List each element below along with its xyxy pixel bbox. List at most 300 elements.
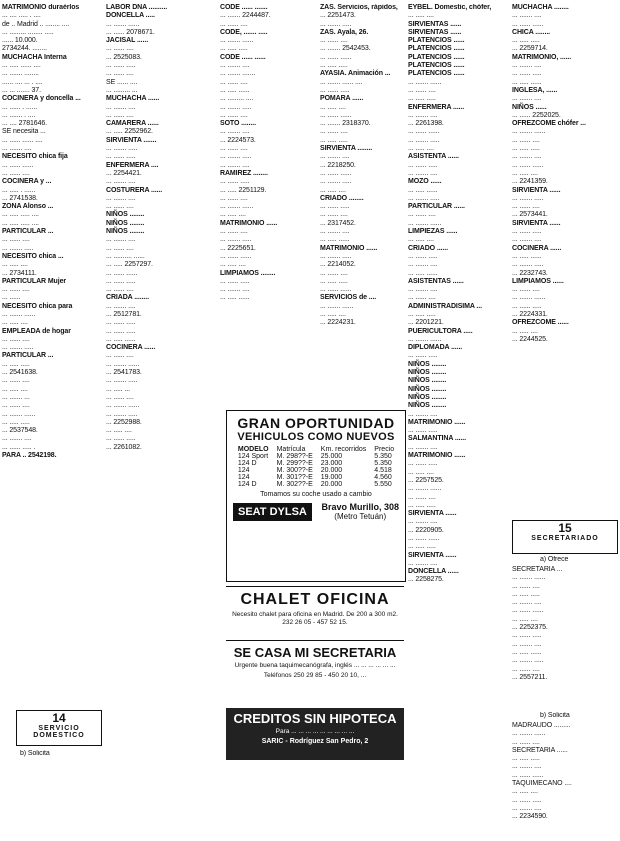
classified-line: SE ...... .... (106, 78, 138, 86)
classified-line: ... 2232743. (512, 269, 548, 277)
classified-line: MUCHACHA ........ (512, 4, 569, 11)
classified-line: ... ....... ...... (220, 203, 254, 211)
classified-line: ... ...... .... (2, 377, 30, 385)
classified-line: ENFERMERA .... (106, 161, 159, 169)
classified-line: PLATENCIOS ...... (408, 45, 465, 53)
classified-line: ... 2734111. (2, 269, 37, 277)
classified-line: ... ...... ...... .... (2, 136, 43, 144)
classified-line: CODE ...... ....... (220, 4, 268, 11)
car-table (234, 446, 398, 488)
classified-line: MATRIMONIO ...... (320, 244, 378, 252)
classified-line: LIMPIAMOS ...... (512, 277, 564, 285)
classified-line: JACISAL ...... (106, 37, 149, 45)
classified-line: PLATENCIOS ...... (408, 53, 465, 61)
classified-line: ... ...... ..... (220, 178, 250, 186)
section-14-sub (20, 750, 100, 758)
classified-column-5 (408, 4, 508, 840)
section-15-header (512, 520, 618, 554)
table-cell: M. 298??-E (276, 453, 313, 460)
classified-line: COCINERA ...... (512, 244, 562, 252)
classified-line: ... 2541638. (2, 369, 38, 377)
classified-line: ... ..... ...... (220, 294, 250, 302)
classified-line: ... ...... .... (2, 286, 30, 294)
classified-line: ... ..... .... (512, 169, 538, 177)
classified-line: CODE ...... ...... (220, 53, 266, 61)
classified-line: ZONA Alonso ... (2, 203, 54, 211)
classified-column-6 (512, 4, 618, 519)
classified-line: ... ...... .... (408, 294, 436, 302)
classified-line: ... ...... .... (220, 194, 248, 202)
classified-line: ... .... ..... . .... (2, 12, 41, 20)
classified-line: ... 2261398. (408, 120, 444, 128)
classified-line: ... ..... ..... (220, 45, 248, 53)
classified-line: ... ....... ..... (220, 236, 252, 244)
classified-line: 2734244. ........ (2, 45, 47, 53)
table-row (234, 460, 398, 467)
classified-line: ... ....... .... (512, 12, 542, 20)
classified-line: ... ....... .... (408, 286, 438, 294)
classified-line: ... 2254421. (106, 169, 142, 177)
classified-line: PARTICULAR ... (2, 352, 54, 360)
classified-line: NIÑOS ........ (106, 228, 145, 236)
classified-line: ... ....... ...... (106, 402, 140, 410)
classified-line: SIRVIENTA ....... (106, 136, 157, 144)
classified-line: ... ....... 2318370. (320, 120, 371, 128)
classified-line: ... ..... 2257297. (106, 261, 153, 269)
classified-line: ... ....... ..... (106, 410, 138, 418)
classified-line: ... ..... .... (408, 236, 434, 244)
classified-line: ... ...... ..... . (2, 443, 36, 451)
classified-line: ... ..... .... (408, 12, 434, 20)
table-cell: 25.000 (320, 453, 343, 460)
classified-line: SALMANTINA ...... (408, 435, 466, 443)
subsection-label: b) Solicita (20, 750, 50, 757)
classified-line: ... ....... ..... (220, 153, 252, 161)
classified-line: ... ..... ..... (320, 62, 348, 70)
classified-line: ... ....... .... (408, 443, 438, 451)
col-header: Matrícula (276, 446, 306, 453)
classified-line: ... ....... ....... (220, 70, 256, 78)
table-cell: 23.000 (320, 460, 343, 467)
classified-line: ... ...... ...... (408, 128, 440, 136)
classified-line: ... ...... .... (320, 37, 348, 45)
classified-line: ... ...... ..... (320, 203, 350, 211)
classified-line: RAMIREZ ........ (220, 169, 268, 177)
classified-line: ... ...... .... (106, 45, 134, 53)
classified-line: ... ....... ..... (220, 103, 252, 111)
classified-line: EMPLEADA de hogar (2, 327, 71, 335)
classified-line: ... ....... ..... (2, 344, 34, 352)
col-header: Precio (374, 446, 395, 453)
table-cell: 124 D (237, 460, 257, 467)
classified-line: ... ....... ... (2, 393, 30, 401)
classified-line: ... ...... ...... (512, 161, 544, 169)
classified-line: ... ...... .... (320, 128, 348, 136)
classified-line: ... ...... ...... (320, 111, 352, 119)
classified-line: ... ....... .... (106, 178, 136, 186)
classified-line: ... ....... .... (2, 145, 32, 153)
classified-line: ... ...... (2, 294, 21, 302)
classified-line: ... 2525083. (106, 53, 142, 61)
classified-line: ... ...... ..... (320, 86, 350, 94)
classified-line: ... ...... ..... (106, 153, 136, 161)
section-14-header (16, 710, 102, 746)
classified-line: CRIADO ...... (408, 244, 448, 252)
classified-line: ... ....... ...... .... (320, 78, 363, 86)
classified-line: SIRVIENTA ...... (408, 510, 457, 518)
classified-line: NIÑOS ........ (106, 211, 145, 219)
classified-column-1-bottom (2, 760, 102, 840)
classified-line: ... ......... ... (106, 86, 138, 94)
classified-line: ... ..... . ...... (2, 186, 36, 194)
classified-line: ... ..... ..... (408, 310, 436, 318)
table-row (234, 481, 398, 488)
classified-line: SIRVIENTA ...... (408, 551, 457, 559)
classified-line: ... ..... ..... (320, 277, 348, 285)
classified-line: COCINERA y doncella ... (2, 95, 81, 103)
classified-line: ... ....... .... (408, 559, 438, 567)
classified-line: ... ....... ...... (408, 485, 442, 493)
classified-line: ... ..... ..... (512, 145, 540, 153)
ad-headline: CHALET OFICINA (240, 591, 390, 608)
classified-line: ... ...... .... (2, 335, 30, 343)
classified-line: ... ..... .... (220, 211, 246, 219)
table-cell: 20.000 (320, 467, 343, 474)
classified-line: SIRVIENTA ...... (512, 186, 561, 194)
classified-line: ... ...... .... (320, 211, 348, 219)
classified-line: CRIADA ........ (106, 294, 149, 302)
classified-line: ... 2251473. (320, 12, 356, 20)
classified-line: ... ...... ...... (220, 252, 252, 260)
classified-line: PUERICULTORA ..... (408, 327, 473, 335)
classified-line: ... ..... .... (512, 327, 538, 335)
classified-line: ... ....... ..... (512, 194, 544, 202)
section-number: 14 (52, 711, 66, 725)
section-15-request (540, 712, 610, 720)
ad-footer: SARIC - Rodríguez San Pedro, 2 (261, 737, 369, 745)
classified-line: ... 2259714. (512, 45, 548, 53)
classified-line: ... ..... .... (408, 468, 434, 476)
classified-line: ... ....... ..... (512, 261, 544, 269)
table-cell: 5.350 (374, 460, 392, 467)
classified-line: ... .... 2781646. (2, 120, 47, 128)
classified-line: ... ....... ..... (408, 136, 440, 144)
classified-line: NECESITO chica para (2, 302, 73, 310)
classified-line: NIÑOS ........ (408, 360, 447, 368)
classified-line: ... ...... ..... (408, 460, 438, 468)
ad-metro: (Metro Tetuán) (334, 512, 387, 521)
table-cell: M. 301??-E (276, 474, 313, 481)
classified-line: ... ...... ..... (408, 161, 438, 169)
ad-address: Bravo Murillo, 308 (321, 502, 399, 512)
classified-line: ... 2224331. (512, 310, 548, 318)
classified-line: ... ..... .... (2, 261, 28, 269)
classified-line: SERVICIOS de .... (320, 294, 377, 302)
classified-line: ... ....... ..... (320, 178, 352, 186)
section-number: 15 (558, 521, 572, 535)
classified-line: ... ....... .... (512, 153, 542, 161)
classified-line: ... ...... .... (106, 111, 134, 119)
classified-line: ... .......... ...... (106, 252, 145, 260)
col-header: MODELO (237, 446, 269, 453)
classified-line: CRIADO ........ (320, 194, 364, 202)
classified-line: NIÑOS ...... (512, 103, 547, 111)
classified-line: INGLESA, ...... (512, 86, 558, 94)
classified-line: NECESITO chica fija (2, 153, 68, 161)
classified-line: ... ..... ..... .... (2, 219, 39, 227)
classified-line: ... ....... .... (512, 62, 542, 70)
classified-line: ... ...... .... (320, 269, 348, 277)
classified-line: ... ...... ..... (408, 352, 438, 360)
classified-line: ... ....... .... (106, 236, 136, 244)
table-cell: 4.560 (374, 474, 392, 481)
classified-line: ... ....... .... (220, 286, 250, 294)
classified-line: AYASIA. Animación ... (320, 70, 391, 78)
classified-line: SIRVIENTA ...... (512, 219, 561, 227)
classified-line: ... ....... . .... (2, 111, 36, 119)
classified-line: ... ....... 2244487. (220, 12, 271, 20)
classified-line: ... 2225651. (220, 244, 256, 252)
classified-line: COCINERA y ... (2, 178, 52, 186)
classified-line: ... ..... ... (106, 385, 130, 393)
classified-line: ... ....... ...... (408, 78, 442, 86)
classified-line: PARTICULAR ...... (408, 203, 465, 211)
classified-line: ... 2218250. (320, 161, 356, 169)
classified-line: LABOR DNA .......... (106, 4, 168, 11)
classified-line: ... ...... ..... (106, 319, 136, 327)
subsection-label: b) Solicita (540, 712, 570, 719)
classified-line: ENFERMERA ...... (408, 103, 465, 111)
table-cell: 19.000 (320, 474, 343, 481)
classified-line: PARTICULAR Mujer (2, 277, 66, 285)
ad-body: Para ... ... ... ... ... ... ... ... ... (275, 728, 355, 735)
credit-ad (226, 708, 404, 760)
classified-line: ... 2573441. (512, 211, 548, 219)
classified-line: NECESITO chica ... (2, 252, 64, 260)
classified-line: ... ...... ..... (408, 252, 438, 260)
classified-line: ... ...... .... (106, 203, 134, 211)
table-cell: 124 (237, 467, 250, 474)
classified-line: CHICA ........ (512, 28, 551, 36)
classified-line: ... ....... .... (408, 518, 438, 526)
classified-line: ... ...... ...... (512, 20, 544, 28)
classified-line: ... ....... .... (220, 128, 250, 136)
classified-line: ... ...... 2252025. (512, 111, 561, 119)
classified-line: ... ..... .... (320, 103, 346, 111)
office-ad (226, 586, 404, 637)
classified-line: ... ....... .... (408, 169, 438, 177)
classified-line: ... ...... ..... (220, 277, 250, 285)
classified-line: ... 2201221. (408, 319, 444, 327)
classified-line: ... ..... ...... (512, 252, 542, 260)
classified-line: ... ..... ...... (512, 78, 542, 86)
classified-line: ... ....... .... (320, 153, 350, 161)
classified-line: ... ...... ...... (2, 161, 34, 169)
classified-line: MUCHACHA Interna (2, 53, 67, 61)
classified-line: ... ...... ..... (512, 302, 542, 310)
classified-line: MATRIMONIO ...... (408, 418, 466, 426)
classified-line: ... 2244525. (512, 335, 548, 343)
classified-line: ... ..... ...... (408, 269, 438, 277)
classified-line: ... ..... ...... (320, 236, 350, 244)
classified-line: ... ...... .... (408, 86, 436, 94)
table-cell: 124 (237, 474, 250, 481)
classified-line: ... ...... ...... (408, 535, 440, 542)
classified-line: MATRIMONIO ...... (408, 452, 466, 460)
classified-line: ... 2252988. (106, 418, 142, 426)
classified-line: ... ....... ...... (2, 410, 36, 418)
classified-line: NIÑOS ........ (408, 393, 447, 401)
classified-line: ... ....... .... (106, 103, 136, 111)
classified-line: ... 2241359. (512, 178, 548, 186)
car-sale-ad (226, 410, 406, 582)
classified-line: ZAS. Servicios, rápidos, (320, 4, 398, 11)
classified-line: MATRIMONIO ...... (220, 219, 278, 227)
classified-line: ... ...... .... (2, 402, 30, 410)
ad-phone: Teléfonos 250 29 85 - 450 20 10, ... (263, 671, 367, 679)
classified-line: ... 2537548. (2, 427, 38, 435)
classified-line: ... ....... ..... (320, 252, 352, 260)
classified-line: ... ...... ...... (106, 269, 138, 277)
classified-line: ... ....... .... (408, 410, 438, 418)
classified-line: ... ......... ........ ..... (2, 28, 54, 36)
classified-line: ... ...... ..... (106, 62, 136, 70)
classified-line: ... ...... 2078671. (106, 28, 155, 36)
classified-line: DIPLOMADA ...... (408, 344, 463, 352)
classified-line: ... ..... ..... (2, 418, 30, 426)
classified-line: ... ..... .... (320, 186, 346, 194)
classified-line: ... ..... ..... .... (2, 211, 39, 219)
classified-line: ... ....... ...... (2, 310, 36, 318)
classified-line: ASISTENTA ...... (408, 153, 459, 161)
ad-headline: GRAN OPORTUNIDAD (237, 415, 395, 431)
classified-line: ... ....... .... (512, 236, 542, 244)
table-cell: 124 D (237, 481, 257, 488)
classified-line: ... ....... ..... (2, 244, 34, 252)
classified-line: ... ...... .... (512, 136, 540, 144)
classified-line: ... ...... .... (220, 145, 248, 153)
classified-line: ... 2317452. (320, 219, 356, 227)
classified-line: ... ...... ..... (408, 427, 438, 435)
classified-line: ... ...... ...... (320, 286, 352, 294)
classified-line: ... ...... . ...... (2, 103, 38, 111)
classified-line: MATRIMONIO duraérlos (2, 4, 80, 11)
classified-line: ... ....... ..... (106, 377, 138, 385)
classified-line: ... ....... ...... (106, 360, 140, 368)
classified-line: ... 2258275. (408, 576, 444, 584)
classified-column-3 (220, 4, 316, 404)
classified-line: ...... .... ... . .... (2, 78, 43, 86)
classified-line: SE necesita ... (2, 128, 46, 136)
table-cell: M. 300??-E (276, 467, 313, 474)
classified-line: ... ....... .... (220, 62, 250, 70)
classified-line: ... ....... ...... (408, 335, 442, 343)
classified-line: ... ....... .... (106, 194, 136, 202)
classified-line: ... ....... .... (2, 435, 32, 443)
classified-line: OFREZCOME chófer ... (512, 120, 586, 128)
classified-line: ... ....... ..... (408, 194, 440, 202)
classified-line: ... ...... .... (106, 393, 134, 401)
classified-line: ... ..... ...... (106, 335, 136, 343)
classified-line: SOTO ........ (220, 120, 256, 128)
classified-line: ... ..... ...... .... (2, 62, 41, 70)
subsection-label: a) Ofrece (540, 556, 569, 563)
classified-line: MUCHACHA ...... (106, 95, 160, 103)
classified-line: ... ..... 2252962. (106, 128, 153, 136)
classified-line: ... ....... .... (320, 228, 350, 236)
classified-line: ... ...... .... (106, 352, 134, 360)
table-cell: 4.518 (374, 467, 392, 474)
classified-line: ... ..... ..... (408, 95, 436, 103)
section-title: SERVICIO DOMESTICO (33, 725, 85, 739)
classified-line: ... ....... ...... (512, 128, 546, 136)
classified-line: ... 2541783. (106, 369, 142, 377)
classified-line: PARA .. 2542198. (2, 452, 57, 460)
classified-line: ... ..... .... (106, 427, 132, 435)
classified-line: ... ..... .... (408, 145, 434, 153)
classified-line: de .. Madrid .. ........ .... (2, 20, 70, 28)
classified-line: ... ....... ..... (320, 20, 352, 28)
classified-line: ... ..... .... (2, 319, 28, 327)
classified-line: SIRVIENTAS ...... (408, 28, 462, 36)
classified-line: ... ..... ..... (320, 136, 348, 144)
classified-column-2 (106, 4, 216, 840)
ad-body: Necesito chalet para oficina en Madrid. De 200 a 300 m2. 232 26 05 - 457 52 15. (232, 611, 398, 626)
classified-line: NIÑOS ........ (106, 219, 145, 227)
classified-line: ... ...... .... (106, 286, 134, 294)
classified-line: COCINERA ...... (106, 344, 156, 352)
classified-line: ... ....... .... (512, 95, 542, 103)
classified-line: ... 2224573. (220, 136, 256, 144)
classified-line: ... ..... ..... (512, 37, 540, 45)
classified-line: LIMPIEZAS ...... (408, 228, 458, 236)
classified-line: ... ...... ...... (320, 53, 352, 61)
classified-line: ... ..... .... (220, 261, 246, 269)
classified-line: ... 2224231. (320, 319, 356, 327)
classified-line: ... ...... .... (2, 169, 30, 177)
classified-line: ... ...... ..... (512, 70, 542, 78)
classified-line: ... ....... ........ (2, 70, 39, 78)
classified-line: ... ....... ...... (320, 302, 354, 310)
classified-line: ... ...... .... (220, 78, 248, 86)
classified-line: NIÑOS ........ (408, 369, 447, 377)
classified-line: ... ...... .... (220, 111, 248, 119)
classified-line: ... 2741538. (2, 194, 38, 202)
table-cell: M. 299??-E (276, 460, 313, 467)
classified-line: NIÑOS ........ (408, 385, 447, 393)
classified-line: ... ...... .... (220, 228, 248, 236)
classified-line: ...... 10.000. (2, 37, 38, 45)
ad-note: Tomamos su coche usado a cambio (260, 491, 372, 498)
classified-line: ... ....... ...... (106, 20, 140, 28)
section-15-body-2: MADRAUDO ......... ... ....... ...... ... ...... .... SECRETARIA ...... ... ..... ..... ... ....... .... ... ...... ...... TAQUIMECANO .... ... ..... .... ... ...... ..... ... ....... .... ... 2234590. (512, 722, 572, 821)
table-cell: M. 302??-E (276, 481, 313, 488)
classified-line: ... 2214052. (320, 261, 356, 269)
classified-line: ... ...... .... (512, 203, 540, 211)
classified-line: ... ...... .... (106, 244, 134, 252)
classified-line: ... 2261082. (106, 443, 142, 451)
classified-line: ... ......... .... (220, 95, 254, 103)
classified-line: ... 2220905. (408, 526, 444, 534)
classified-line: OFREZCOME ...... (512, 319, 569, 327)
ad-body: Urgente buena taquimecanógrafa, inglés ... ... ... ... ... ... (234, 662, 396, 669)
classified-line: DONCELLA ...... (408, 568, 459, 576)
classified-line: DONCELLA ..... (106, 12, 155, 20)
classified-line: EYBEL. Domestic, chófer, (408, 4, 492, 11)
classified-column-4 (320, 4, 406, 404)
classified-line: ... 2257525. (408, 476, 444, 484)
classified-line: ... ..... .... (320, 310, 346, 318)
